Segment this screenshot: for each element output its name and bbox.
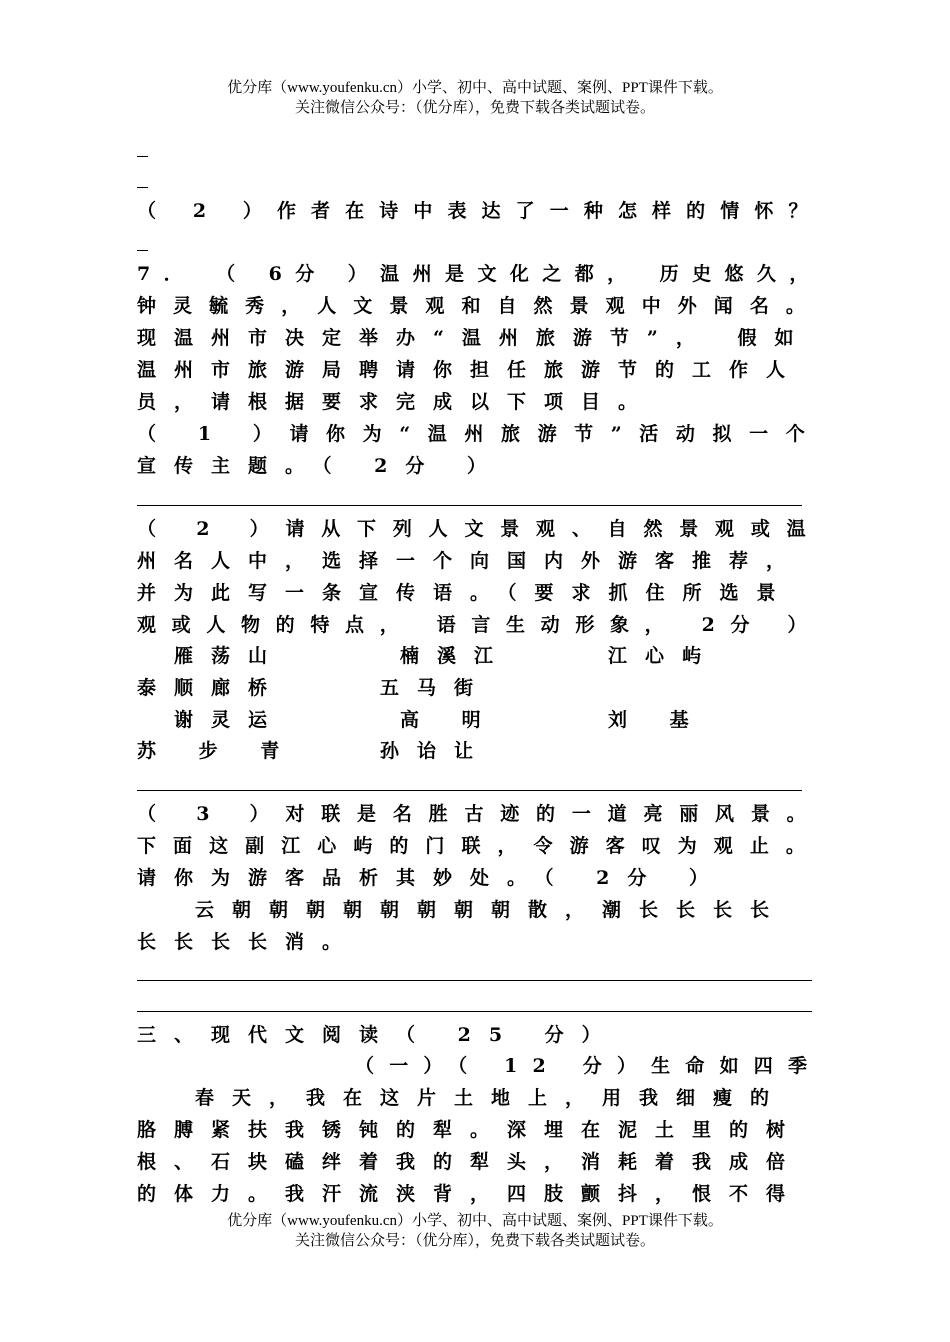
option-xie-lingyun: 谢灵运 xyxy=(174,709,286,731)
question-7-part-3-line-1: （ 3 ）对联是名胜古迹的一道亮丽风景。 xyxy=(137,803,823,825)
passage-line-1: 春天，我在这片土地上，用我细瘦的 xyxy=(195,1087,788,1109)
option-liu-ji: 刘 基 xyxy=(608,709,707,731)
option-jiangxinyu: 江心屿 xyxy=(608,645,720,667)
question-7-part-3-line-3: 请你为游客品析其妙处。（ 2分 ） xyxy=(137,867,726,889)
question-7-part-1-line-1: （ 1 ）请你为“温州旅游节”活动拟一个 xyxy=(137,423,823,445)
question-6-part-2: （ 2 ）作者在诗中表达了一种怎样的情怀？ xyxy=(137,200,823,222)
section-3-title: 三、现代文阅读（ 25 分） xyxy=(137,1024,619,1046)
page-footer-line-1: 优分库（www.youfenku.cn）小学、初中、高中试题、案例、PPT课件下载。 xyxy=(227,1213,723,1229)
answer-blank xyxy=(137,250,148,251)
option-su-buqing: 苏 步 青 xyxy=(137,740,298,762)
option-wumajie: 五马街 xyxy=(380,677,492,699)
answer-blank xyxy=(137,187,148,188)
passage-line-3: 根、石块磕绊着我的犁头，消耗着我成倍 xyxy=(137,1151,804,1173)
answer-line xyxy=(137,505,802,506)
page-header-line-2: 关注微信公众号：（优分库），免费下载各类试题试卷。 xyxy=(294,100,655,116)
question-7-line-4: 温州市旅游局聘请你担任旅游节的工作人 xyxy=(137,359,804,381)
option-gao-ming: 高 明 xyxy=(400,709,499,731)
reading-passage-title: （一）（ 12 分）生命如四季 xyxy=(355,1055,823,1077)
page-footer-line-2: 关注微信公众号：（优分库），免费下载各类试题试卷。 xyxy=(294,1233,655,1249)
question-7-line-2: 钟灵毓秀，人文景观和自然景观中外闻名。 xyxy=(137,295,822,317)
answer-blank xyxy=(137,156,148,157)
question-7-part-2-line-3: 并为此写一条宣传语。（要求抓住所选景 xyxy=(137,582,794,604)
question-7-line-3: 现温州市决定举办“温州旅游节”， 假如 xyxy=(137,327,812,349)
answer-line xyxy=(137,790,802,791)
passage-line-2: 胳膊紧扶我锈钝的犁。深埋在泥土里的树 xyxy=(137,1119,804,1141)
answer-line xyxy=(137,980,812,981)
option-nanxijiang: 楠溪江 xyxy=(400,645,512,667)
couplet-line-1: 云朝朝朝朝朝朝朝朝散，潮长长长长 xyxy=(195,899,788,921)
question-7-part-3-line-2: 下面这副江心屿的门联，令游客叹为观止。 xyxy=(137,835,822,857)
question-7-line-1: 7． （ 6分 ）温州是文化之都， 历史悠久， xyxy=(137,263,822,285)
option-taishun-langqiao: 泰顺廊桥 xyxy=(137,677,286,699)
option-sun-yirang: 孙诒让 xyxy=(380,740,492,762)
answer-line xyxy=(137,1011,812,1012)
question-7-line-5: 员，请根据要求完成以下项目。 xyxy=(137,391,656,413)
page-header-line-1: 优分库（www.youfenku.cn）小学、初中、高中试题、案例、PPT课件下载。 xyxy=(227,80,723,96)
question-7-part-2-line-4: 观或人物的特点， 语言生动形象， 2分 ） xyxy=(137,614,823,636)
option-yandangshan: 雁荡山 xyxy=(174,645,286,667)
passage-line-4: 的体力。我汗流浃背，四肢颤抖，恨不得 xyxy=(137,1183,804,1205)
question-7-part-2-line-2: 州名人中，选择一个向国内外游客推荐， xyxy=(137,550,804,572)
question-7-part-2-line-1: （ 2 ）请从下列人文景观、自然景观或温 xyxy=(137,518,823,540)
couplet-line-2: 长长长长消。 xyxy=(137,931,360,953)
question-7-part-1-line-2: 宣传主题。（ 2分 ） xyxy=(137,455,504,477)
